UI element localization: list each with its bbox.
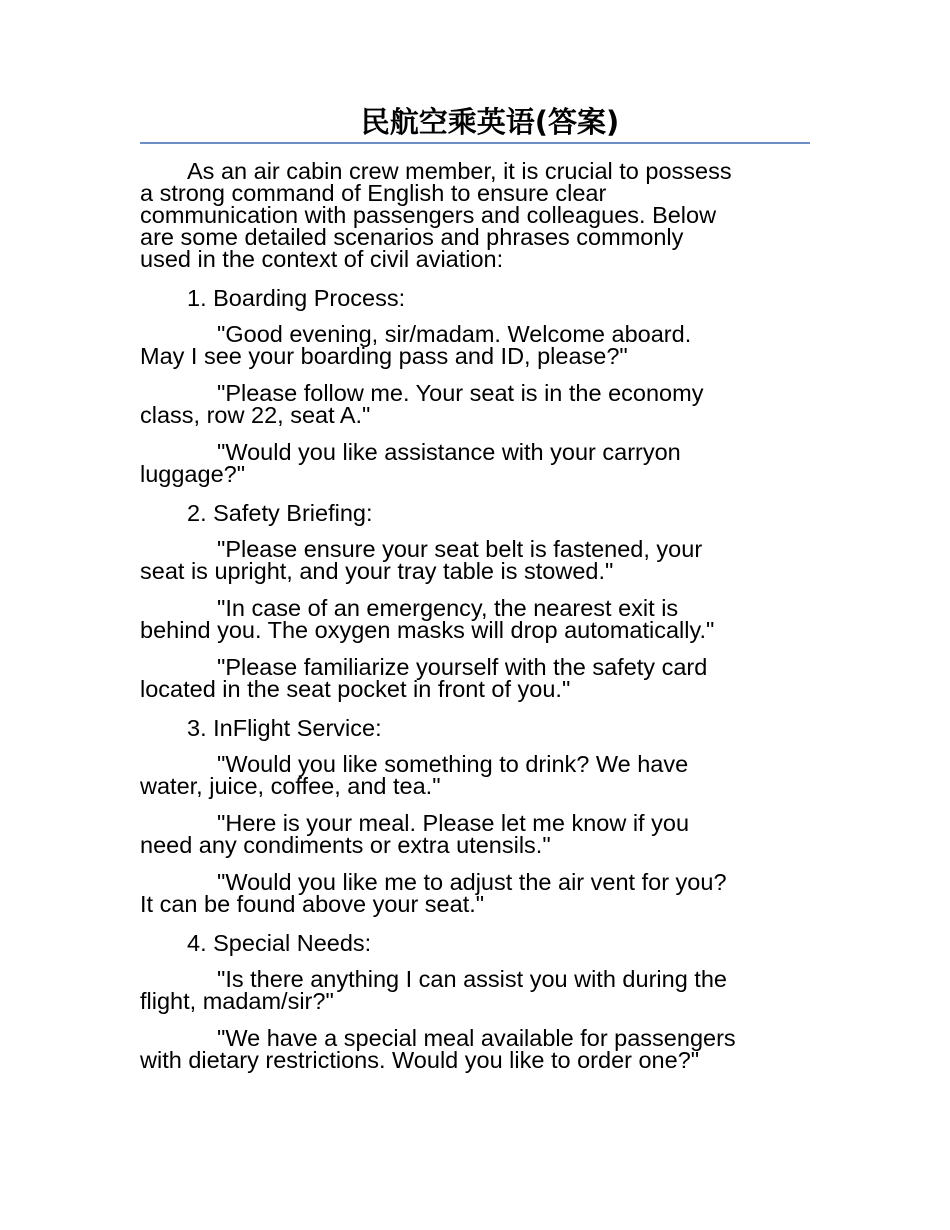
intro-line: are some detailed scenarios and phrases commonly — [140, 224, 684, 250]
phrase-paragraph: "In case of an emergency, the nearest exit is behind you. The oxygen masks will drop automatically." — [140, 595, 715, 643]
title-underline — [140, 100, 810, 144]
section-heading-inflight: 3. InFlight Service: — [187, 715, 382, 741]
phrase-paragraph: "Would you like something to drink? We have water, juice, coffee, and tea." — [140, 751, 689, 799]
phrase-paragraph: "Would you like me to adjust the air vent for you? It can be found above your seat." — [140, 869, 727, 917]
phrase-paragraph: "Here is your meal. Please let me know if you need any condiments or extra utensils." — [140, 810, 690, 858]
phrase-paragraph: "We have a special meal available for passengers with dietary restrictions. Would you like to order one?" — [140, 1025, 736, 1073]
document-page — [140, 100, 810, 1086]
phrase-paragraph: "Please ensure your seat belt is fastened, your seat is upright, and your tray table is stowed." — [140, 536, 703, 584]
intro-line: a strong command of English to ensure clear — [140, 180, 607, 206]
phrase-paragraph: "Is there anything I can assist you with during the flight, madam/sir?" — [140, 966, 727, 1014]
intro-paragraph — [140, 160, 810, 270]
intro-line: communication with passengers and colleagues. Below — [140, 202, 717, 228]
phrase-paragraph: "Please familiarize yourself with the safety card located in the seat pocket in front of you." — [140, 654, 708, 702]
page-title: 民航空乘英语(答案) — [360, 105, 620, 139]
section-heading-boarding: 1. Boarding Process: — [187, 285, 406, 311]
intro-line: used in the context of civil aviation: — [140, 246, 504, 272]
phrase-paragraph: "Please follow me. Your seat is in the economy class, row 22, seat A." — [140, 380, 704, 428]
intro-line: As an air cabin crew member, it is crucial to possess — [187, 158, 732, 184]
section-heading-special-needs: 4. Special Needs: — [187, 930, 372, 956]
phrase-paragraph: "Good evening, sir/madam. Welcome aboard. May I see your boarding pass and ID, please?" — [140, 321, 692, 369]
phrase-paragraph: "Would you like assistance with your carryon luggage?" — [140, 439, 681, 487]
section-heading-safety: 2. Safety Briefing: — [187, 500, 373, 526]
